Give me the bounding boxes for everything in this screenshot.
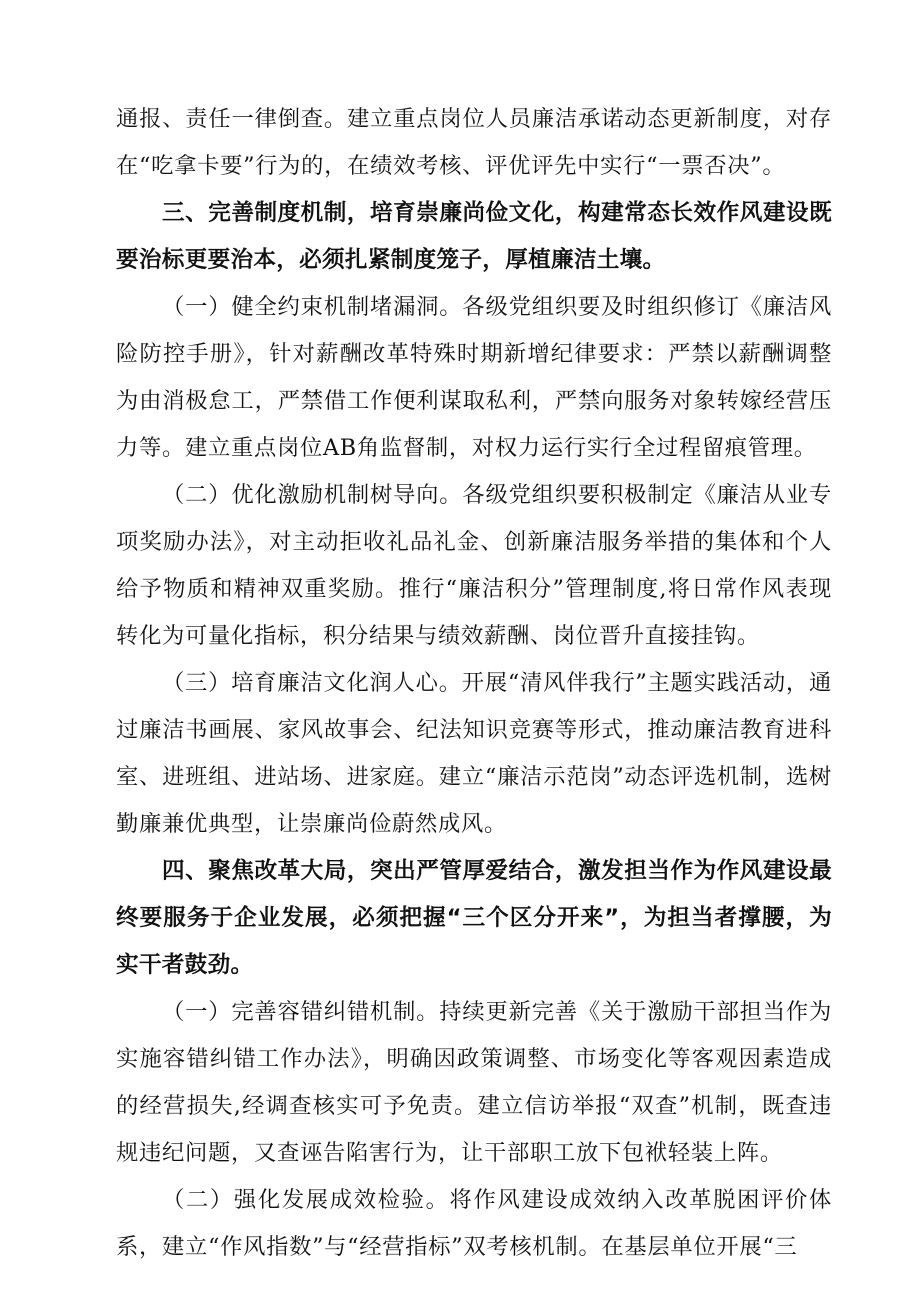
section-heading-4: 四、聚焦改革大局，突出严管厚爱结合，激发担当作为作风建设最终要服务于企业发展，必须把握“三个区分开来”，为担当者撑腰，为实干者鼓劲。: [116, 858, 832, 978]
body-paragraph-4-1: （一）完善容错纠错机制。持续更新完善《关于激励干部担当作为实施容错纠错工作办法》，明确因政策调整、市场变化等客观因素造成的经营损失,经调查核实可予免责。建立信访举报“双查”机制，既查违规违纪问题，又查诬告陷害行为，让干部职工放下包袱轻装上阵。: [116, 999, 832, 1166]
body-paragraph-3-2: （二）优化激励机制树导向。各级党组织要积极制定《廉洁从业专项奖励办法》，对主动拒收礼品礼金、创新廉洁服务举措的集体和个人给予物质和精神双重奖励。推行“廉洁积分”管理制度,将日常作风表现转化为可量化指标，积分结果与绩效薪酬、岗位晋升直接挂钩。: [116, 482, 832, 649]
body-paragraph-3-3: （三）培育廉洁文化润人心。开展“清风伴我行”主题实践活动，通过廉洁书画展、家风故事会、纪法知识竞赛等形式，推动廉洁教育进科室、进班组、进站场、进家庭。建立“廉洁示范岗”动态评选机制，选树勤廉兼优典型，让崇廉尚俭蔚然成风。: [116, 670, 832, 837]
body-paragraph-3-1: （一）健全约束机制堵漏洞。各级党组织要及时组织修订《廉洁风险防控手册》，针对薪酬改革特殊时期新增纪律要求：严禁以薪酬调整为由消极怠工，严禁借工作便利谋取私利，严禁向服务对象转嫁经营压力等。建立重点岗位AB角监督制，对权力运行实行全过程留痕管理。: [116, 294, 832, 461]
section-heading-3: 三、完善制度机制，培育崇廉尚俭文化，构建常态长效作风建设既要治标更要治本，必须扎紧制度笼子，厚植廉洁土壤。: [116, 200, 832, 273]
body-paragraph-continued: 通报、责任一律倒查。建立重点岗位人员廉洁承诺动态更新制度，对存在“吃拿卡要”行为的，在绩效考核、评优评先中实行“一票否决”。: [116, 106, 832, 179]
body-paragraph-4-2: （二）强化发展成效检验。将作风建设成效纳入改革脱困评价体系，建立“作风指数”与“经营指标”双考核机制。在基层单位开展“三: [116, 1187, 832, 1260]
